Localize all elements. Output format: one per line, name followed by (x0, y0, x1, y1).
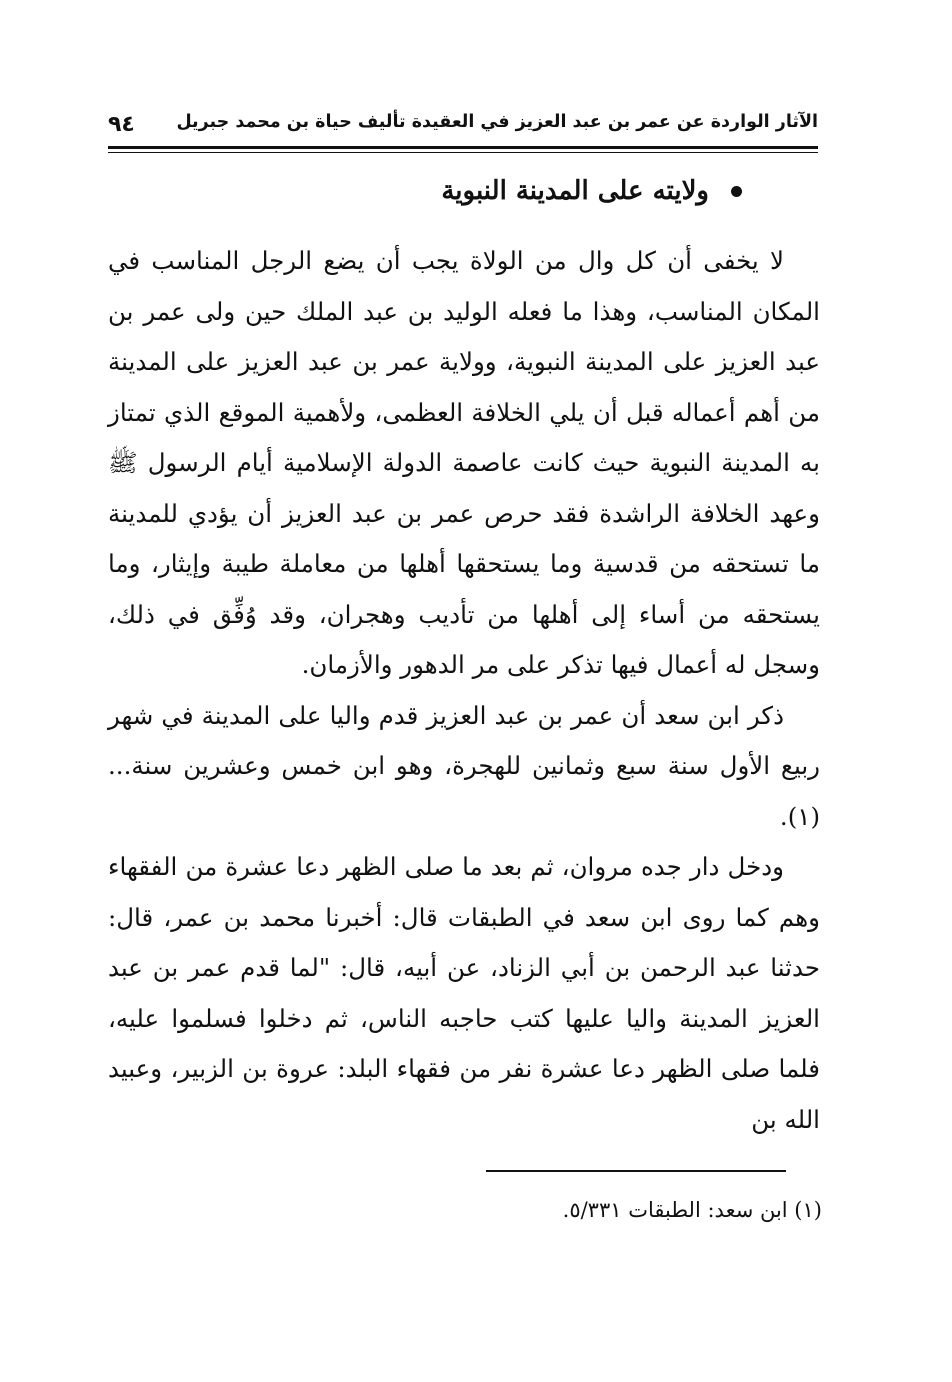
footnote: (١) ابن سعد: الطبقات ٥/٣٣١. (562, 1198, 822, 1222)
header-title: الآثار الواردة عن عمر بن عبد العزيز في العقيدة تأليف حياة بن محمد جبريل (176, 112, 818, 132)
page-number: ٩٤ (108, 112, 135, 137)
paragraph: ودخل دار جده مروان، ثم بعد ما صلى الظهر دعا عشرة من الفقهاء وهم كما روى ابن سعد في الطبقات قال: أخبرنا محمد بن عمر، قال: حدثنا عبد الرحمن بن أبي الزناد، عن أبيه، قال: "لما قدم عمر بن عبد العزيز المدينة واليا عليها كتب حاجبه الناس، ثم دخلوا فسلموا عليه، فلما صلى الظهر دعا عشرة نفر من فقهاء البلد: عروة بن الزبير، وعبيد الله بن (108, 852, 820, 1134)
header-rule-thick (108, 146, 818, 149)
section-heading-text: ولايته على المدينة النبوية (441, 176, 709, 206)
header-rule-thin (108, 152, 818, 153)
bullet-icon (731, 186, 742, 197)
paragraph: لا يخفى أن كل وال من الولاة يجب أن يضع الرجل المناسب في المكان المناسب، وهذا ما فعله الوليد بن عبد الملك حين ولى عمر بن عبد العزيز على المدينة النبوية، وولاية عمر بن عبد العزيز على المدينة من أهم أعماله قبل أن يلي الخلافة العظمى، ولأهمية الموقع الذي تمتاز به المدينة النبوية حيث كانت عاصمة الدولة الإسلامية أيام الرسول ﷺ وعهد الخلافة الراشدة فقد حرص عمر بن عبد العزيز أن يؤدي للمدينة ما تستحقه من قدسية وما يستحقها أهلها من معاملة طيبة وإيثار، وما يستحقه من أساء إلى أهلها من تأديب وهجران، وقد وُفِّق في ذلك، وسجل له أعمال فيها تذكر على مر الدهور والأزمان. (108, 246, 820, 679)
section-heading (441, 176, 742, 206)
paragraph: ذكر ابن سعد أن عمر بن عبد العزيز قدم واليا على المدينة في شهر ربيع الأول سنة سبع وثمانين للهجرة، وهو ابن خمس وعشرين سنة...(١). (108, 700, 820, 831)
running-header (108, 108, 818, 148)
footnote-separator (486, 1170, 786, 1172)
body-text (108, 236, 820, 1145)
